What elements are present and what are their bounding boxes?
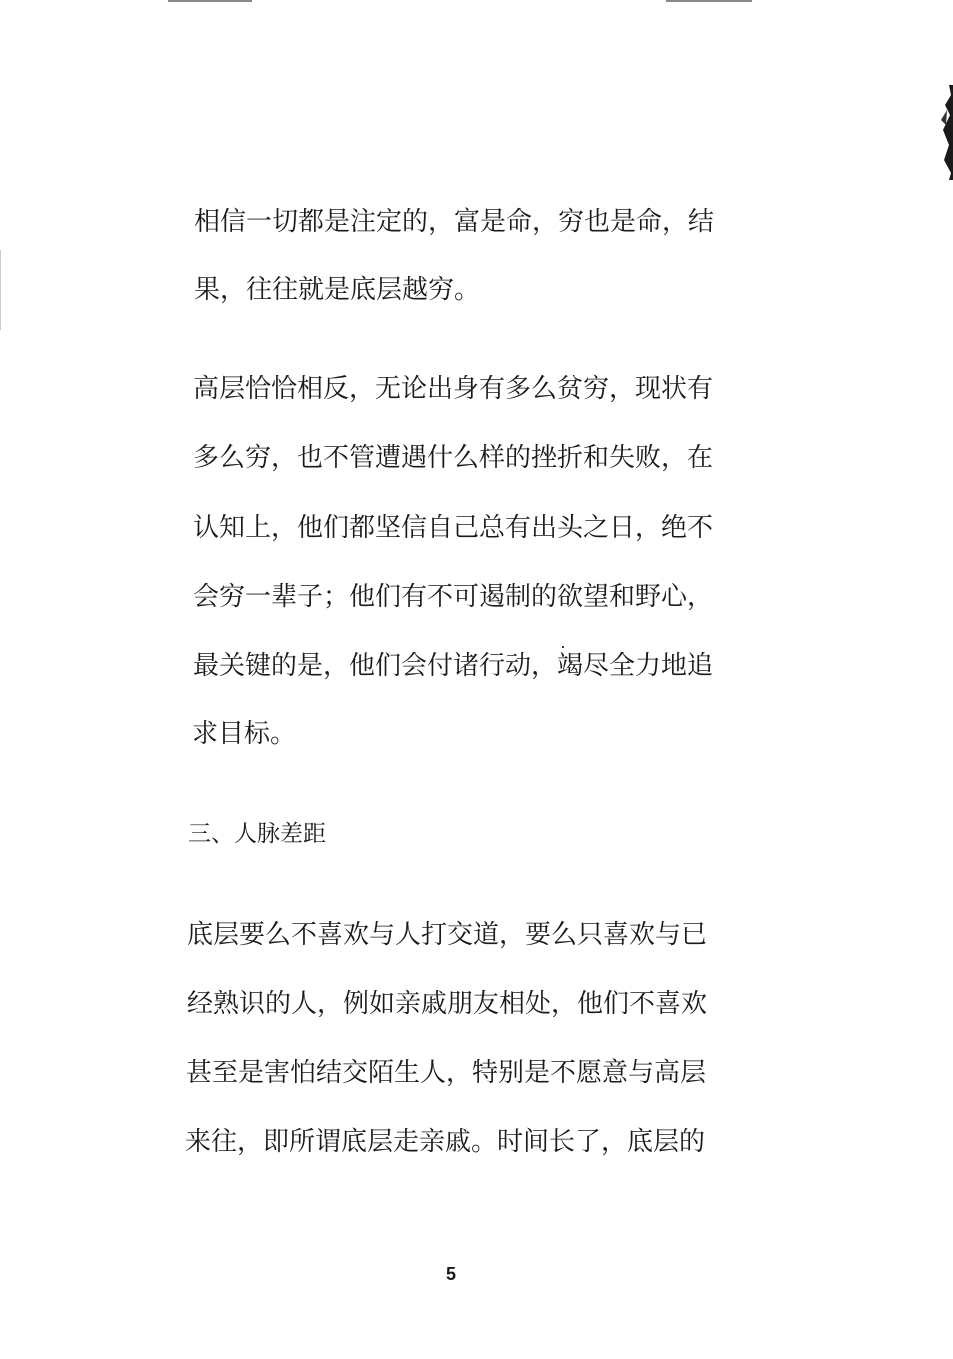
paragraph-2-line-6: 求目标。 [192,719,297,749]
paragraph-1-line-2: 果，往往就是底层越穷。 [194,275,481,305]
paragraph-3-line-3: 甚至是害怕结交陌生人，特别是不愿意与高层 [186,1058,707,1088]
section-heading: 三、人脉差距 [188,821,326,847]
paragraph-1-line-1: 相信一切都是注定的，富是命，穷也是命，结 [194,207,715,237]
paragraph-2-line-5: 最关键的是，他们会付诸行动，竭尽全力地追 [193,651,714,681]
paragraph-2-line-4: 会穷一辈子；他们有不可遏制的欲望和野心， [193,582,714,612]
scan-artifact-dot [562,646,564,648]
paragraph-3-line-1: 底层要么不喜欢与人打交道，要么只喜欢与已 [187,920,708,950]
paragraph-2-line-2: 多么穷，也不管遭遇什么样的挫折和失败，在 [193,443,714,473]
paragraph-3-line-4: 来往，即所谓底层走亲戚。时间长了，底层的 [185,1127,706,1157]
scan-artifact-top-right [666,0,752,2]
scan-artifact-binding-mark [935,85,953,180]
paragraph-2-line-3: 认知上，他们都坚信自己总有出头之日，绝不 [193,513,714,543]
page-number: 5 [446,1264,457,1284]
scan-artifact-top-left [168,0,252,2]
paragraph-3-line-2: 经熟识的人，例如亲戚朋友相处，他们不喜欢 [187,989,708,1019]
scan-artifact-left-edge [0,250,1,330]
paragraph-2-line-1: 高层恰恰相反，无论出身有多么贫穷，现状有 [193,374,714,404]
